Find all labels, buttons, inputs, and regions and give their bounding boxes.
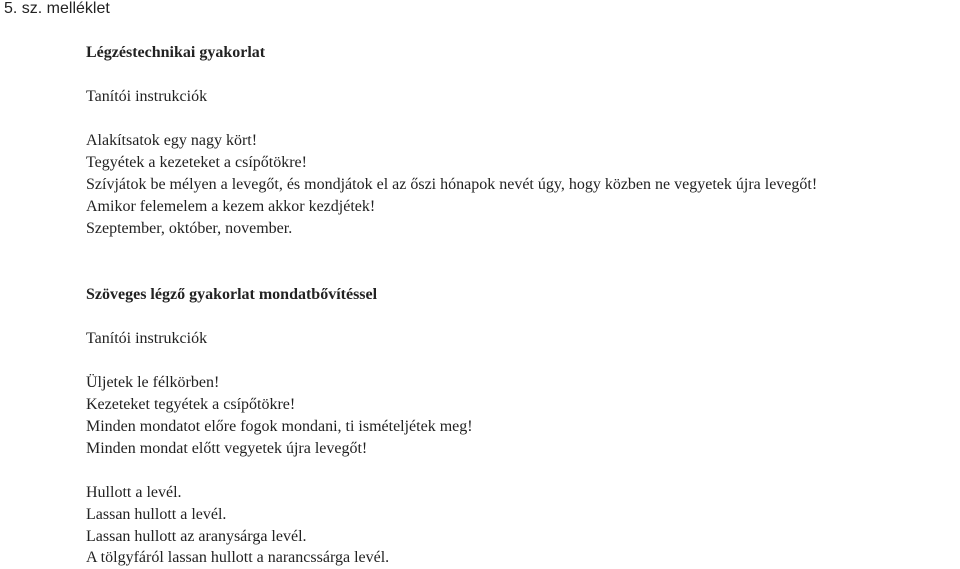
section2-line-4: Minden mondat előtt vegyetek újra levegőt! bbox=[86, 440, 368, 457]
section2-title: Szöveges légző gyakorlat mondatbővítéssel bbox=[86, 286, 378, 303]
section2-line-1: Üljetek le félkörben! bbox=[86, 374, 220, 391]
annex-label: 5. sz. melléklet bbox=[4, 0, 110, 17]
section1-subtitle: Tanítói instrukciók bbox=[86, 88, 208, 105]
section1-line-3: Szívjátok be mélyen a levegőt, és mondjátok el az őszi hónapok nevét úgy, hogy közben ne vegyetek újra levegőt! bbox=[86, 176, 818, 193]
section1-line-5: Szeptember, október, november. bbox=[86, 220, 293, 237]
section2-line-3: Minden mondatot előre fogok mondani, ti ismételjétek meg! bbox=[86, 418, 473, 435]
sentence-4: A tölgyfáról lassan hullott a narancssárga levél. bbox=[86, 549, 390, 566]
section1-line-4: Amikor felemelem a kezem akkor kezdjétek! bbox=[86, 198, 376, 215]
sentence-2: Lassan hullott a levél. bbox=[86, 506, 227, 523]
sentence-3: Lassan hullott az aranysárga levél. bbox=[86, 528, 307, 545]
sentence-1: Hullott a levél. bbox=[86, 484, 182, 501]
section1-title: Légzéstechnikai gyakorlat bbox=[86, 44, 266, 61]
section2-line-2: Kezeteket tegyétek a csípőtökre! bbox=[86, 396, 296, 413]
section1-line-2: Tegyétek a kezeteket a csípőtökre! bbox=[86, 154, 307, 171]
section1-line-1: Alakítsatok egy nagy kört! bbox=[86, 132, 258, 149]
section2-subtitle: Tanítói instrukciók bbox=[86, 330, 208, 347]
